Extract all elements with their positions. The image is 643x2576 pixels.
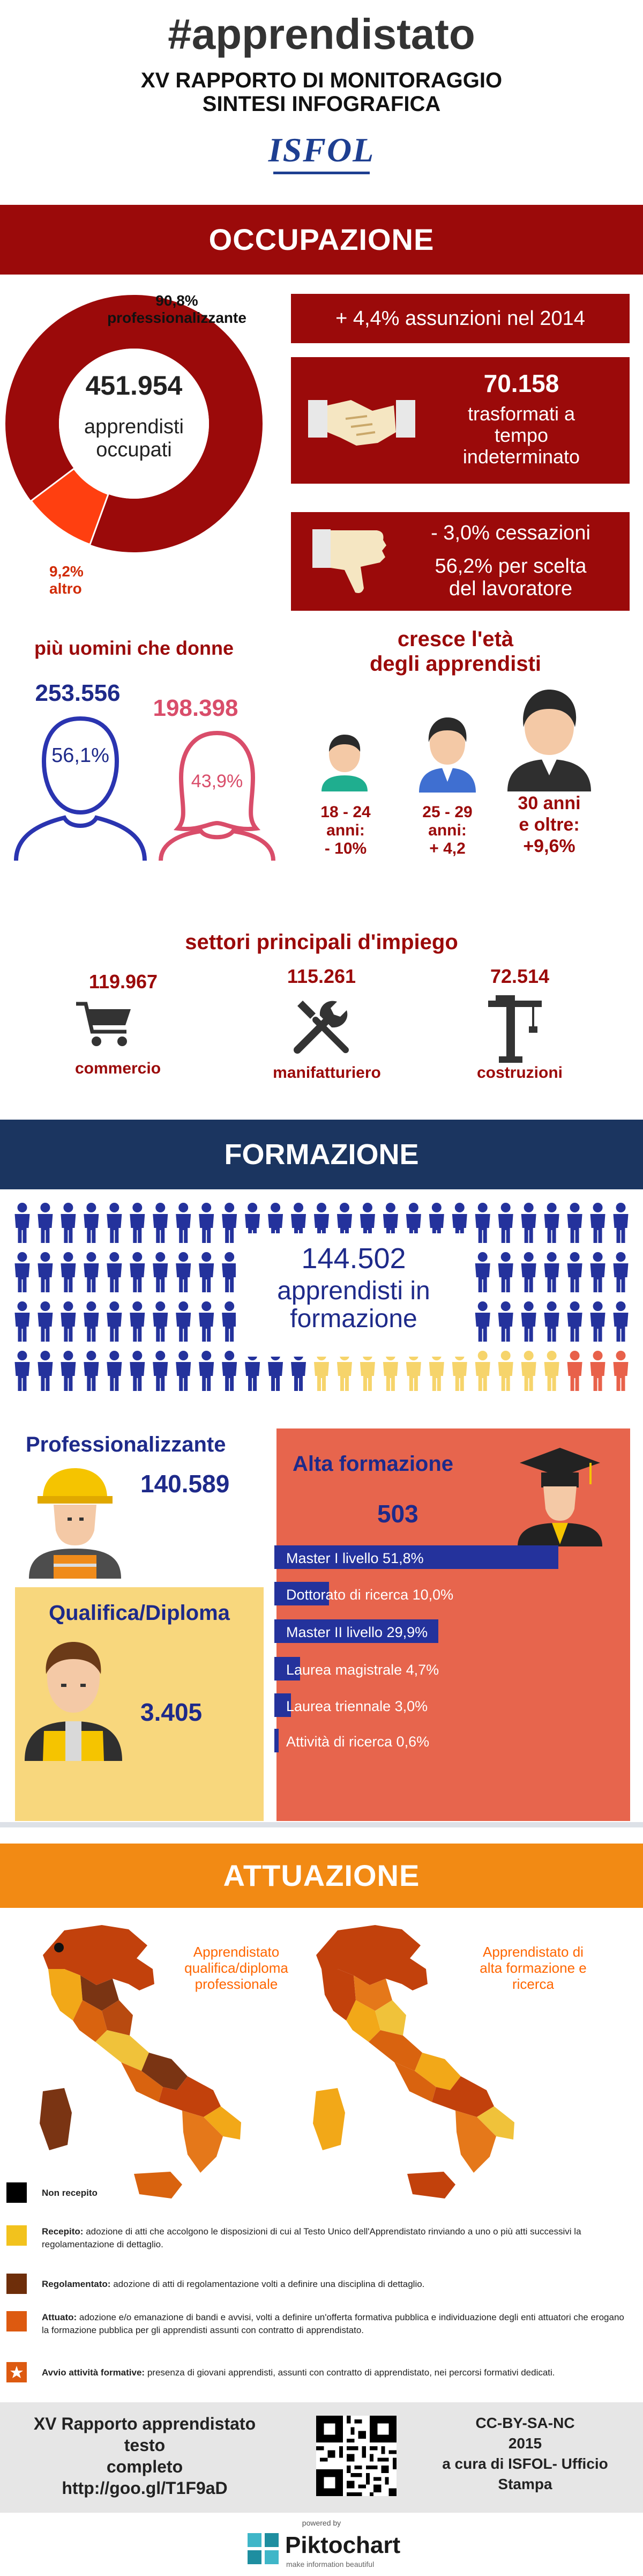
crane-icon (485, 993, 544, 1063)
legend-swatch-brown (6, 2274, 27, 2294)
alta-title: Alta formazione (293, 1452, 454, 1476)
powered-by-label: powered by (302, 2519, 341, 2527)
age-group-2-range: 25 - 29 (422, 803, 473, 821)
logo-underline (273, 172, 370, 174)
person-pictogram (590, 1351, 605, 1391)
person-pictogram (130, 1203, 145, 1243)
person-pictogram (153, 1351, 168, 1391)
women-pct: 43,9% (191, 771, 243, 791)
age-group-3-range: 30 anni (518, 793, 581, 813)
age-group-1-change: - 10% (324, 840, 367, 857)
trasformati-label3: indeterminato (462, 446, 580, 468)
bar-label: Dottorato di ricerca 10,0% (286, 1587, 454, 1603)
person-pictogram (153, 1203, 168, 1243)
altro-pct-value: 9,2% (49, 563, 84, 580)
scelta-label2: del lavoratore (448, 578, 573, 600)
legend-text-recepito (42, 2225, 633, 2251)
map2-label-1: Apprendistato di (483, 1944, 584, 1960)
person-pictogram (38, 1301, 53, 1342)
map2-label-3: ricerca (512, 1976, 554, 1992)
cessazioni-text: - 3,0% cessazioni (431, 522, 590, 544)
legend-key-regolamentato: Regolamentato: (42, 2279, 111, 2289)
prof-pct-value: 90,8% (155, 292, 198, 309)
map1-label-3: professionale (195, 1976, 278, 1992)
trasformati-box (291, 357, 630, 484)
person-pictogram (567, 1351, 582, 1391)
prof-value: 140.589 (140, 1470, 230, 1498)
altro-pct-label (49, 563, 114, 597)
legend-swatch-black (6, 2182, 27, 2203)
legend-text-attuato (42, 2311, 633, 2337)
person-pictogram (130, 1252, 145, 1292)
legend-regolamentato (6, 2274, 633, 2294)
person-pictogram (107, 1351, 122, 1391)
age-group-1-unit: anni: (326, 821, 365, 839)
settore-manifatturiero-value: 115.261 (287, 965, 356, 987)
age-group-3-change: +9,6% (523, 836, 575, 856)
person-pictogram (84, 1252, 99, 1292)
formazione-total-label1: apprendisti in (277, 1277, 430, 1305)
person-pictogram (245, 1351, 260, 1391)
person-pictogram (222, 1301, 237, 1342)
shopping-cart-icon (75, 1001, 134, 1049)
prof-pct-label (102, 292, 252, 327)
map1-label-1: Apprendistato (193, 1944, 280, 1960)
man-outline-icon (5, 708, 155, 863)
person-pictogram (521, 1203, 536, 1243)
legend-key-avvio: Avvio attività formative: (42, 2367, 145, 2378)
person-pictogram (222, 1203, 237, 1243)
formazione-title: FORMAZIONE (224, 1138, 419, 1171)
person-pictogram (199, 1252, 214, 1292)
person-pictogram (107, 1203, 122, 1243)
person-pictogram (38, 1351, 53, 1391)
person-pictogram (567, 1301, 582, 1342)
legend-swatch-orange (6, 2311, 27, 2331)
footer-link-label2: completo (106, 2457, 183, 2476)
legend-text-avvio (42, 2362, 555, 2379)
bar-label: Laurea magistrale 4,7% (286, 1662, 439, 1678)
person-pictogram (567, 1203, 582, 1243)
qual-title: Qualifica/Diploma (49, 1601, 230, 1625)
person-pictogram (61, 1301, 76, 1342)
isfol-logo-text: ISFOL (268, 131, 375, 169)
scelta-label1: 56,2% per scelta (435, 555, 587, 578)
eta-title1: cresce l'età (397, 627, 514, 651)
worker-icon (23, 1640, 124, 1761)
person-pictogram (475, 1203, 490, 1243)
age-group-2 (413, 803, 482, 858)
formazione-total: 144.502 (301, 1242, 406, 1275)
prof-title: Professionalizzante (26, 1433, 226, 1456)
legend-swatch-star (6, 2362, 27, 2382)
map1-label-2: qualifica/diploma (184, 1960, 288, 1976)
settore-costruzioni-label: costruzioni (476, 1064, 563, 1082)
legend-non-recepito (6, 2182, 633, 2203)
person-pictogram (614, 1301, 629, 1342)
person-pictogram (199, 1203, 214, 1243)
person-pictogram (107, 1252, 122, 1292)
person-pictogram (130, 1351, 145, 1391)
page-title: #apprendistato (168, 10, 475, 58)
person-pictogram (153, 1252, 168, 1292)
map2-label (466, 1944, 600, 1992)
tools-icon (292, 996, 351, 1055)
person-pictogram (38, 1203, 53, 1243)
age-group-3 (504, 793, 595, 857)
legend-desc-regolamentato: adozione di atti di regolamentazione volti a definire una disciplina di dettaglio. (113, 2279, 425, 2289)
bar-label: Attività di ricerca 0,6% (286, 1734, 430, 1750)
person-pictogram (567, 1252, 582, 1292)
legend-desc-recepito: adozione di atti che accolgono le disposizioni di cui al Testo Unico dell'Apprendistato rinviando a uno o più atti successivi la regolamentazione di dettaglio. (42, 2226, 581, 2249)
piktochart-tagline: make information beautiful (286, 2560, 375, 2568)
person-pictogram (314, 1351, 329, 1391)
person-pictogram (521, 1301, 536, 1342)
age-group-1 (311, 803, 380, 858)
person-pictogram (61, 1351, 76, 1391)
settore-manifatturiero-label: manifatturiero (273, 1064, 381, 1082)
person-pictogram (452, 1351, 467, 1391)
settore-commercio-label: commercio (74, 1060, 161, 1077)
bar-label: Master I livello 51,8% (286, 1550, 424, 1566)
person-pictogram (176, 1301, 191, 1342)
donut-total-label1: apprendisti (84, 416, 184, 438)
prof-pct-name: professionalizzante (107, 309, 246, 326)
settori-title: settori principali d'impiego (185, 930, 458, 954)
person-pictogram (268, 1351, 283, 1391)
person-pictogram (614, 1203, 629, 1243)
piktochart-logo[interactable] (248, 2529, 408, 2572)
occupazione-title: OCCUPAZIONE (208, 223, 435, 256)
age-group-3-unit: e oltre: (519, 815, 580, 835)
person-pictogram (176, 1351, 191, 1391)
person-pictogram (544, 1252, 559, 1292)
legend-recepito (6, 2225, 633, 2251)
altro-pct-name: altro (49, 580, 82, 597)
person-pictogram (84, 1351, 99, 1391)
legend-swatch-yellow (6, 2225, 27, 2246)
footer-license: CC-BY-SA-NC (475, 2415, 575, 2431)
formazione-total-label2: formazione (290, 1305, 417, 1333)
person-pictogram (107, 1301, 122, 1342)
isfol-logo (268, 129, 375, 177)
trasformati-label1: trasformati a (467, 403, 575, 425)
adult-person-icon (418, 712, 477, 793)
person-pictogram (614, 1351, 629, 1391)
person-pictogram (498, 1351, 513, 1391)
person-pictogram (590, 1203, 605, 1243)
graduate-icon (514, 1445, 605, 1546)
legend-attuato (6, 2311, 633, 2337)
age-group-2-change: + 4,2 (429, 840, 466, 857)
footer-link-label1: XV Rapporto apprendistato testo (33, 2414, 256, 2455)
legend-key-recepito: Recepito: (42, 2226, 84, 2237)
cessazioni-box (291, 512, 630, 611)
assunzioni-box (291, 294, 630, 343)
person-pictogram (61, 1203, 76, 1243)
qr-code-icon[interactable] (316, 2416, 397, 2496)
report-title: XV RAPPORTO DI MONITORAGGIO (140, 69, 503, 92)
young-person-icon (320, 732, 369, 791)
handshake-icon (308, 379, 415, 459)
men-count: 253.556 (35, 680, 121, 706)
piktochart-brand: Piktochart (285, 2532, 401, 2558)
formazione-banner (0, 1120, 643, 1189)
legend-avvio (6, 2362, 633, 2382)
person-pictogram (498, 1203, 513, 1243)
person-pictogram (383, 1351, 398, 1391)
legend-text-regolamentato (42, 2274, 424, 2291)
person-pictogram (199, 1301, 214, 1342)
person-pictogram (14, 1351, 29, 1391)
person-pictogram (14, 1252, 29, 1292)
person-pictogram (475, 1252, 490, 1292)
person-pictogram (84, 1203, 99, 1243)
person-pictogram (544, 1301, 559, 1342)
attuazione-banner (0, 1844, 643, 1908)
assunzioni-text: + 4,4% assunzioni nel 2014 (335, 307, 585, 330)
settore-costruzioni-value: 72.514 (490, 965, 550, 987)
footer-credit: a cura di ISFOL- Ufficio Stampa (442, 2455, 608, 2492)
person-pictogram (176, 1203, 191, 1243)
person-pictogram (14, 1301, 29, 1342)
settore-commercio-value: 119.967 (88, 971, 158, 993)
attuazione-title: ATTUAZIONE (223, 1859, 420, 1892)
legend-key-non-recepito: Non recepito (42, 2188, 98, 2198)
person-pictogram (544, 1351, 559, 1391)
age-group-2-unit: anni: (428, 821, 467, 839)
person-pictogram (222, 1351, 237, 1391)
qual-value: 3.405 (140, 1698, 203, 1726)
star-icon (6, 2362, 27, 2382)
map2-label-2: alta formazione e (480, 1960, 587, 1976)
eta-title2: degli apprendisti (369, 652, 542, 676)
person-pictogram (61, 1252, 76, 1292)
legend-desc-attuato: adozione e/o emanazione di bandi e avvisi, volti a definire un'offerta formativa pubblica e individuazione degli enti attuatori che erogano la formazione pubblica per gli apprendisti assunti con contratto di apprendistato. (42, 2312, 624, 2335)
person-pictogram (475, 1351, 490, 1391)
piktochart-icon (248, 2533, 279, 2564)
alta-formazione-bar (274, 1693, 607, 1717)
footer-license-block (423, 2413, 627, 2494)
person-pictogram (590, 1252, 605, 1292)
donut-total-value: 451.954 (85, 371, 183, 401)
footer-year: 2015 (508, 2435, 542, 2452)
person-pictogram (199, 1351, 214, 1391)
alta-formazione-bar (274, 1619, 607, 1643)
legend-desc-avvio: presenza di giovani apprendisti, assunti con contratto di apprendistato, nei percorsi formativi dedicati. (147, 2367, 555, 2378)
map1-label (169, 1944, 303, 1992)
age-group-1-range: 18 - 24 (320, 803, 371, 821)
alta-value: 503 (377, 1500, 418, 1528)
person-pictogram (38, 1252, 53, 1292)
person-pictogram (337, 1351, 352, 1391)
thumbs-down-icon (312, 524, 393, 599)
trasformati-label2: tempo (494, 424, 549, 446)
footer-link-url[interactable]: http://goo.gl/T1F9aD (62, 2478, 228, 2498)
bar-fill (274, 1729, 279, 1752)
person-pictogram (222, 1252, 237, 1292)
genere-title: più uomini che donne (34, 637, 234, 659)
person-pictogram (406, 1351, 421, 1391)
older-person-icon (506, 684, 592, 791)
occupazione-banner (0, 205, 643, 275)
person-pictogram (544, 1203, 559, 1243)
alta-formazione-bar (274, 1729, 607, 1752)
person-pictogram (429, 1351, 444, 1391)
person-pictogram (153, 1301, 168, 1342)
alta-formazione-bar (274, 1545, 607, 1569)
footer-link-block (21, 2413, 268, 2499)
person-pictogram (590, 1301, 605, 1342)
person-pictogram (176, 1252, 191, 1292)
person-pictogram (498, 1301, 513, 1342)
hardhat-worker-icon (21, 1461, 129, 1579)
person-pictogram (614, 1252, 629, 1292)
women-count: 198.398 (153, 695, 238, 721)
woman-outline-icon (155, 727, 279, 863)
person-pictogram (84, 1301, 99, 1342)
legend-text-non-recepito (42, 2182, 98, 2200)
person-pictogram (360, 1351, 375, 1391)
donut-total-label2: occupati (96, 439, 172, 461)
legend-key-attuato: Attuato: (42, 2312, 77, 2322)
person-pictogram (130, 1301, 145, 1342)
alta-formazione-bar (274, 1657, 607, 1681)
person-pictogram (14, 1203, 29, 1243)
person-pictogram (521, 1252, 536, 1292)
person-pictogram (521, 1351, 536, 1391)
person-pictogram (498, 1252, 513, 1292)
bar-label: Master II livello 29,9% (286, 1624, 428, 1640)
alta-formazione-bar (274, 1582, 607, 1605)
report-subtitle: SINTESI INFOGRAFICA (202, 92, 441, 116)
bar-label: Laurea triennale 3,0% (286, 1698, 428, 1714)
men-pct: 56,1% (51, 744, 109, 767)
person-pictogram (475, 1301, 490, 1342)
trasformati-number: 70.158 (483, 369, 559, 397)
person-pictogram (291, 1351, 306, 1391)
